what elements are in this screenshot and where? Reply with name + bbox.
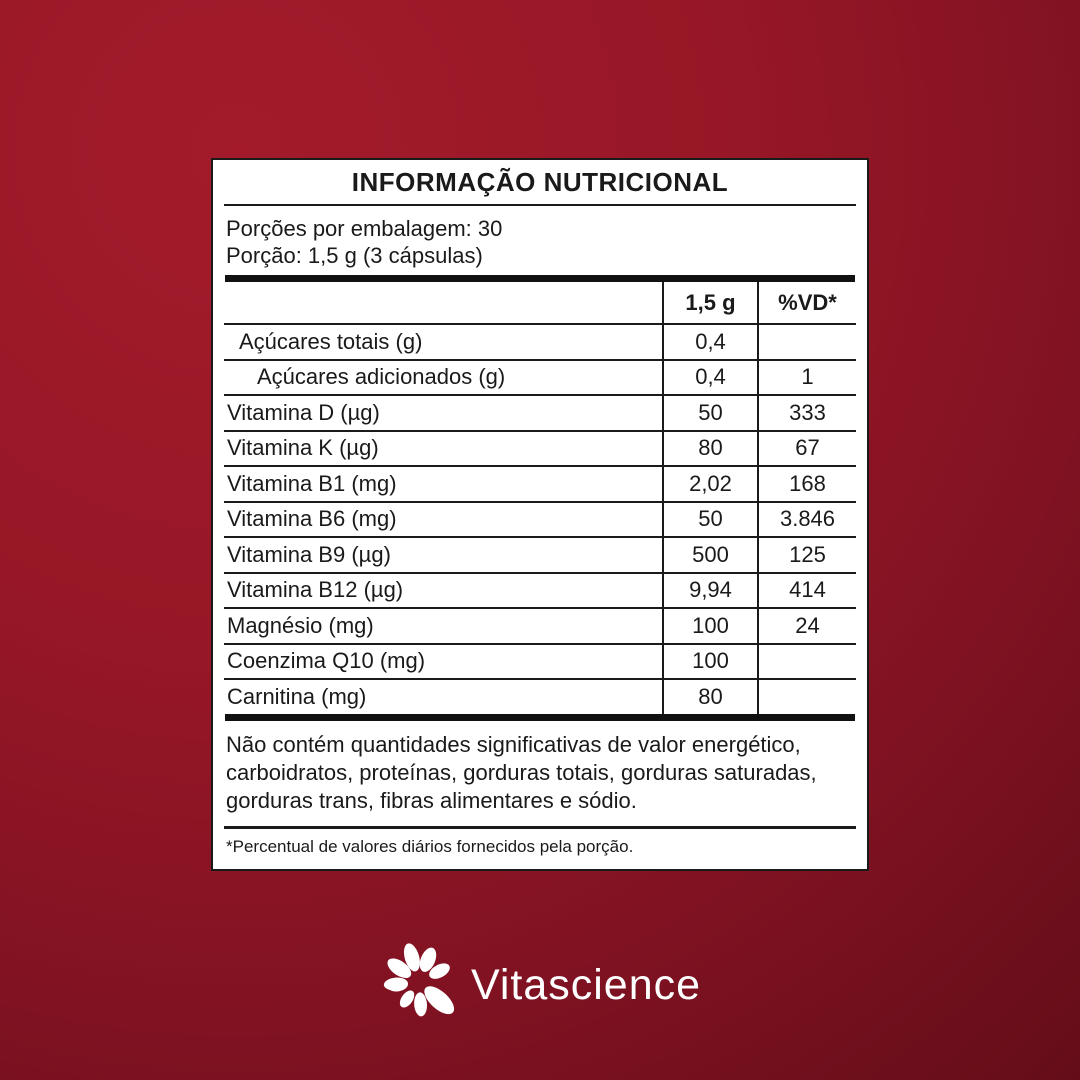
- header-amount-cell: 1,5 g: [662, 282, 757, 323]
- thick-divider-bottom: [225, 714, 855, 721]
- table-row: Vitamina B12 (µg) 9,94 414: [224, 574, 856, 610]
- brand-name: Vitascience: [470, 960, 702, 1009]
- table-row: Vitamina B9 (µg) 500 125: [224, 538, 856, 574]
- table-row: Vitamina B6 (mg) 50 3.846: [224, 503, 856, 539]
- no-significant-amounts-note: Não contém quantidades significativas de valor energético, carboidratos, proteínas, gorduras totais, gorduras saturadas, gorduras trans, fibras alimentares e sódio.: [226, 732, 817, 813]
- nutrition-facts-panel: [211, 158, 869, 871]
- brand-logo: [0, 936, 1080, 1028]
- table-row: Magnésio (mg) 100 24: [224, 609, 856, 645]
- table-row: Vitamina K (µg) 80 67: [224, 432, 856, 468]
- header-nutrient-cell: [224, 282, 662, 323]
- table-row: Coenzima Q10 (mg) 100: [224, 645, 856, 681]
- panel-title: INFORMAÇÃO NUTRICIONAL: [351, 166, 729, 197]
- table-header-row: [224, 282, 856, 325]
- serving-size: Porção: 1,5 g (3 cápsulas): [226, 243, 483, 268]
- header-dv-cell: %VD*: [757, 282, 856, 323]
- leaf-rosette-icon: [379, 936, 459, 1028]
- table-row: Vitamina B1 (mg) 2,02 168: [224, 467, 856, 503]
- nutrient-table: [224, 282, 856, 714]
- table-row: Açúcares totais (g) 0,4: [224, 325, 856, 361]
- table-row: Carnitina (mg) 80: [224, 680, 856, 714]
- servings-per-package: Porções por embalagem: 30: [226, 216, 503, 241]
- thick-divider-top: [225, 275, 855, 282]
- table-row: Vitamina D (µg) 50 333: [224, 396, 856, 432]
- serving-info: [223, 206, 857, 269]
- table-row: Açúcares adicionados (g) 0,4 1: [224, 361, 856, 397]
- daily-value-footnote: *Percentual de valores diários fornecidos pela porção.: [226, 837, 634, 856]
